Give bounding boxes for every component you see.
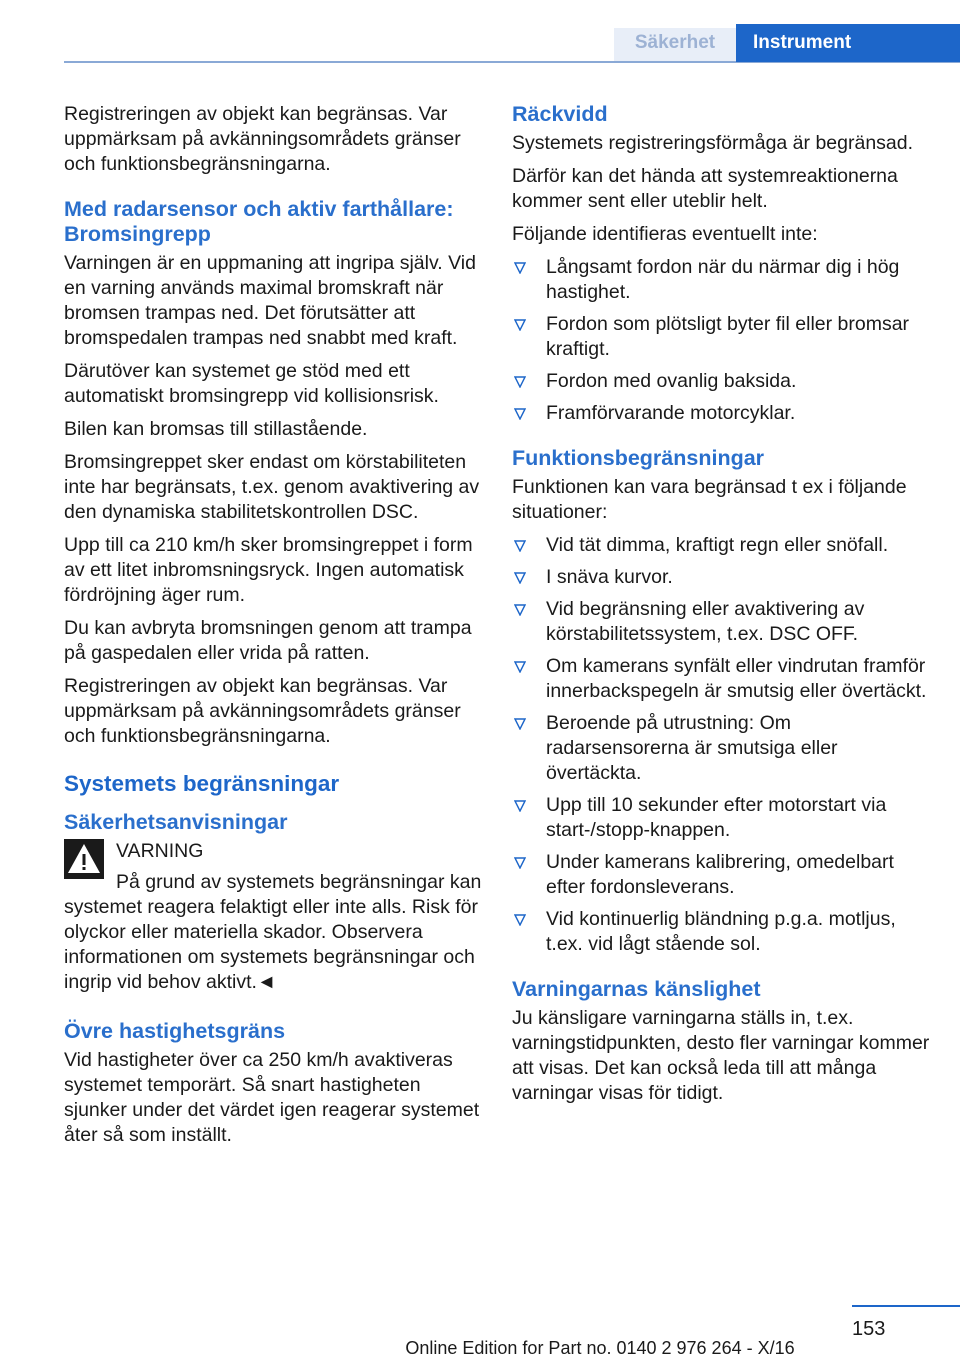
section-heading-brake: Med radarsensor och aktiv farthållare: Bromsingrepp: [64, 197, 454, 246]
warning-triangle-icon: [64, 839, 104, 879]
heading-warning-sensitivity: Varningarnas känslighet: [512, 977, 761, 1001]
page-number: 153: [852, 1318, 886, 1340]
paragraph: Därutöver kan systemet ge stöd med ett automatiskt bromsingrepp vid kollisionsrisk.: [64, 360, 439, 407]
list-item: [512, 312, 932, 362]
heading-safety: Säkerhetsanvisningar: [64, 810, 288, 834]
list-undetected: [512, 255, 932, 426]
triangle-bullet-icon: [514, 572, 526, 584]
list-item-text: Beroende på utrustning: Om radarsensorerna är smutsiga eller övertäckta.: [546, 712, 838, 784]
paragraph: Ju känsligare varningarna ställs in, t.ex. varningstidpunkten, desto fler varningar kommer att visas. Det kan också leda till att många varningar visas för tidigt.: [512, 1007, 930, 1104]
list-item: [512, 793, 932, 843]
list-item-text: Upp till 10 sekunder efter motorstart via start-/stopp-knappen.: [546, 794, 887, 841]
heading-upper-speed-limit: Övre hastighetsgräns: [64, 1019, 286, 1043]
list-item-text: Långsamt fordon när du närmar dig i hög hastighet.: [546, 256, 900, 303]
warning-text: På grund av systemets begränsningar kan systemet reagera felaktigt eller inte alls. Risk för olyckor eller materiella skador. Observera informationen om systemets begränsningar och ingrip vid behov aktivt.◄: [64, 871, 482, 993]
triangle-bullet-icon: [514, 262, 526, 274]
list-item: [512, 907, 932, 957]
paragraph: Följande identifieras eventuellt inte:: [512, 223, 818, 245]
paragraph: Registreringen av objekt kan begränsas. Var uppmärksam på avkänningsområdets gränser och funktionsbegränsningarna.: [64, 675, 461, 747]
triangle-bullet-icon: [514, 319, 526, 331]
triangle-bullet-icon: [514, 540, 526, 552]
list-situations: [512, 533, 932, 957]
list-item: [512, 401, 932, 426]
list-item-text: Fordon med ovanlig baksida.: [546, 370, 797, 392]
left-column: [64, 102, 484, 1156]
list-item: [512, 597, 932, 647]
list-item: [512, 565, 932, 590]
footer-rule: [852, 1305, 960, 1307]
triangle-bullet-icon: [514, 408, 526, 420]
list-item-text: Vid tät dimma, kraftigt regn eller snöfall.: [546, 534, 889, 556]
warning-title: VARNING: [116, 840, 204, 862]
list-item: [512, 255, 932, 305]
warning-box: [64, 839, 484, 995]
list-item-text: Under kamerans kalibrering, omedelbart efter fordonsleverans.: [546, 851, 894, 898]
paragraph: Registreringen av objekt kan begränsas. Var uppmärksam på avkänningsområdets gränser och funktionsbegränsningarna.: [64, 103, 461, 175]
triangle-bullet-icon: [514, 914, 526, 926]
edition-text: Online Edition for Part no. 0140 2 976 264 - X/16: [405, 1338, 795, 1358]
list-item: [512, 850, 932, 900]
list-item: [512, 711, 932, 786]
heading-system-limits: Systemets begränsningar: [64, 771, 340, 796]
triangle-bullet-icon: [514, 376, 526, 388]
list-item-text: Fordon som plötsligt byter fil eller bromsar kraftigt.: [546, 313, 910, 360]
triangle-bullet-icon: [514, 718, 526, 730]
right-column: [512, 102, 932, 1114]
paragraph: Bromsingreppet sker endast om körstabiliteten inte har begränsats, t.ex. genom avaktivering av den dynamiska stabilitetskontrollen DSC.: [64, 451, 480, 523]
triangle-bullet-icon: [514, 857, 526, 869]
list-item-text: I snäva kurvor.: [546, 566, 673, 588]
paragraph: Varningen är en uppmaning att ingripa själv. Vid en varning används maximal bromskraft när bromsen trampas ned. Det förutsätter att bromspedalen trampas ned snabbt med kraft.: [64, 252, 476, 349]
list-item-text: Om kamerans synfält eller vindrutan framför innerbackspegeln är smutsig eller övertäckt.: [546, 655, 927, 702]
list-item-text: Framförvarande motorcyklar.: [546, 402, 796, 424]
paragraph: Funktionen kan vara begränsad t ex i följande situationer:: [512, 476, 907, 523]
triangle-bullet-icon: [514, 661, 526, 673]
heading-range: Räckvidd: [512, 102, 608, 126]
tab-instrument[interactable]: Instrument: [736, 24, 960, 62]
paragraph: Vid hastigheter över ca 250 km/h avaktiveras systemet temporärt. Så snart hastigheten sjunker under det värdet igen reagerar systemet åter så som inställt.: [64, 1049, 480, 1146]
triangle-bullet-icon: [514, 800, 526, 812]
paragraph: Upp till ca 210 km/h sker bromsingreppet i form av ett litet inbromsningsryck. Ingen automatisk fördröjning äger rum.: [64, 534, 473, 606]
list-item: [512, 654, 932, 704]
paragraph: Bilen kan bromsas till stillastående.: [64, 418, 368, 440]
list-item: [512, 369, 932, 394]
triangle-bullet-icon: [514, 604, 526, 616]
paragraph: Systemets registreringsförmåga är begränsad.: [512, 132, 914, 154]
paragraph: Du kan avbryta bromsningen genom att trampa på gaspedalen eller vrida på ratten.: [64, 617, 472, 664]
heading-function-limits: Funktionsbegränsningar: [512, 446, 765, 470]
footer-edition: [240, 1336, 960, 1361]
list-item-text: Vid kontinuerlig bländning p.g.a. motljus, t.ex. vid lågt stående sol.: [546, 908, 896, 955]
list-item-text: Vid begränsning eller avaktivering av körstabilitetssystem, t.ex. DSC OFF.: [546, 598, 865, 645]
list-item: [512, 533, 932, 558]
tab-sakerhet[interactable]: Säkerhet: [614, 28, 736, 61]
paragraph: Därför kan det hända att systemreaktionerna kommer sent eller uteblir helt.: [512, 165, 898, 212]
